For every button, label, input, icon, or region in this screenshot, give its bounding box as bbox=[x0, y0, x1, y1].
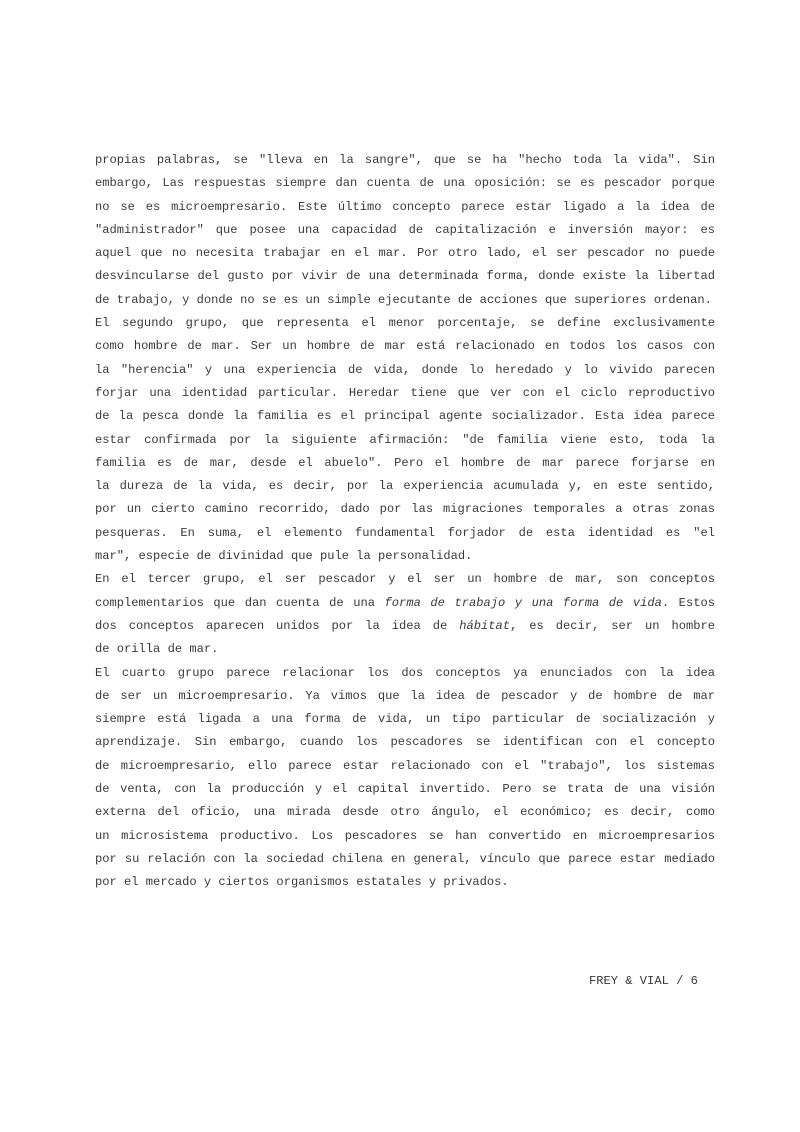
italic-phrase: forma de trabajo y una forma de vida bbox=[384, 595, 662, 610]
text-line: estar confirmada por la siguiente afirmación: "de familia viene esto, toda la bbox=[95, 432, 715, 447]
text-line: siempre está ligada a una forma de vida, un tipo particular de socialización y bbox=[95, 712, 715, 727]
text-line: no se es microempresario. Este último concepto parece estar ligado a la idea de bbox=[95, 199, 715, 214]
italic-phrase: hábitat bbox=[459, 618, 511, 633]
text-line bbox=[95, 615, 715, 638]
text-line: pesqueras. En suma, el elemento fundamental forjador de esta identidad es "el bbox=[95, 525, 715, 540]
text-line: aquel que no necesita trabajar en el mar. Por otro lado, el ser pescador no puede bbox=[95, 246, 715, 261]
text-line: familia es de mar, desde el abuelo". Pero el hombre de mar parece forjarse en bbox=[95, 455, 715, 470]
text-segment: . Estos bbox=[661, 595, 715, 610]
text-line: externa del oficio, una mirada desde otro ángulo, el económico; es decir, como bbox=[95, 805, 715, 820]
text-line: "administrador" que posee una capacidad de capitalización e inversión mayor: es bbox=[95, 222, 715, 237]
text-line: por el mercado y ciertos organismos estatales y privados. bbox=[95, 875, 509, 890]
text-line: por su relación con la sociedad chilena en general, vínculo que parece estar mediado bbox=[95, 851, 715, 866]
text-line: un microsistema productivo. Los pescadores se han convertido en microempresarios bbox=[95, 828, 715, 843]
text-line: mar", especie de divinidad que pule la personalidad. bbox=[95, 549, 473, 564]
text-line: de venta, con la producción y el capital invertido. Pero se trata de una visión bbox=[95, 782, 715, 797]
text-line: la dureza de la vida, es decir, por la experiencia acumulada y, en este sentido, bbox=[95, 479, 715, 494]
text-line: En el tercer grupo, el ser pescador y el ser un hombre de mar, son conceptos bbox=[95, 572, 715, 587]
text-line: la "herencia" y una experiencia de vida, donde lo heredado y lo vivido parecen bbox=[95, 362, 715, 377]
text-line: como hombre de mar. Ser un hombre de mar está relacionado en todos los casos con bbox=[95, 339, 715, 354]
text-line: desvincularse del gusto por vivir de una determinada forma, donde existe la libertad bbox=[95, 269, 715, 284]
text-line: de ser un microempresario. Ya vimos que la idea de pescador y de hombre de mar bbox=[95, 688, 715, 703]
text-line: de trabajo, y donde no se es un simple ejecutante de acciones que superiores ordenan. bbox=[95, 292, 712, 307]
text-segment: , es decir, ser un hombre bbox=[510, 618, 716, 633]
text-line bbox=[95, 592, 715, 615]
text-line: de microempresario, ello parece estar relacionado con el "trabajo", los sistemas bbox=[95, 758, 715, 773]
text-segment: dos conceptos aparecen unidos por la idea de bbox=[95, 618, 460, 633]
text-line: por un cierto camino recorrido, dado por las migraciones temporales a otras zonas bbox=[95, 502, 715, 517]
text-line: embargo, Las respuestas siempre dan cuenta de una oposición: se es pescador porque bbox=[95, 176, 715, 191]
text-segment: complementarios que dan cuenta de una bbox=[95, 595, 385, 610]
text-line: de la pesca donde la familia es el principal agente socializador. Esta idea parece bbox=[95, 409, 715, 424]
text-line: aprendizaje. Sin embargo, cuando los pescadores se identifican con el concepto bbox=[95, 735, 715, 750]
text-line: de orilla de mar. bbox=[95, 642, 219, 657]
text-line: El segundo grupo, que representa el menor porcentaje, se define exclusivamente bbox=[95, 316, 715, 331]
page-footer: FREY & VIAL / 6 bbox=[589, 974, 698, 988]
text-line: El cuarto grupo parece relacionar los dos conceptos ya enunciados con la idea bbox=[95, 665, 715, 680]
text-line: forjar una identidad particular. Heredar tiene que ver con el ciclo reproductivo bbox=[95, 385, 715, 400]
text-line: propias palabras, se "lleva en la sangre", que se ha "hecho toda la vida". Sin bbox=[95, 153, 715, 167]
body-text bbox=[95, 149, 715, 895]
